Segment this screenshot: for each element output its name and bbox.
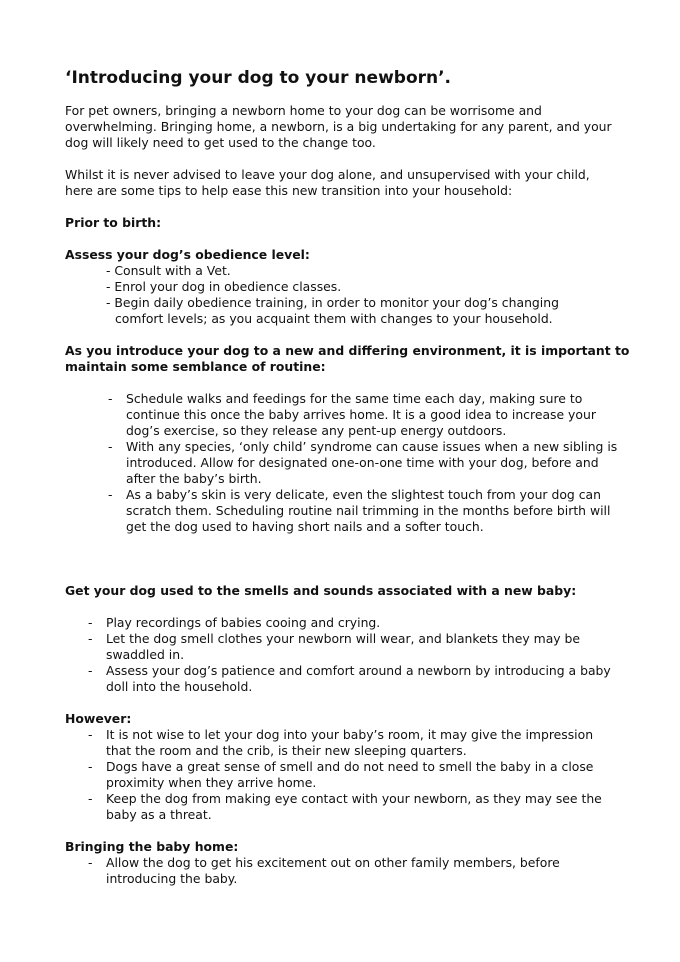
- however-heading: However:: [65, 711, 132, 726]
- obedience-item: - Enrol your dog in obedience classes.: [106, 279, 342, 294]
- bullet-dash: -: [88, 615, 93, 630]
- routine-heading: As you introduce your dog to a new and differing environment, it is important to: [65, 343, 630, 358]
- bullet-dash: -: [88, 791, 93, 806]
- smells-item: Let the dog smell clothes your newborn will wear, and blankets they may be: [106, 631, 581, 646]
- routine-item: With any species, ‘only child’ syndrome can cause issues when a new sibling is: [126, 439, 618, 454]
- routine-item: scratch them. Scheduling routine nail trimming in the months before birth will: [126, 503, 611, 518]
- document-title: ‘Introducing your dog to your newborn’.: [65, 68, 452, 88]
- smells-item: Assess your dog’s patience and comfort around a newborn by introducing a baby: [106, 663, 611, 678]
- intro-line: here are some tips to help ease this new transition into your household:: [65, 183, 513, 198]
- intro-line: dog will likely need to get used to the change too.: [65, 135, 376, 150]
- obedience-item-continued: comfort levels; as you acquaint them with changes to your household.: [115, 311, 553, 326]
- smells-item: swaddled in.: [106, 647, 185, 662]
- bullet-dash: -: [88, 727, 93, 742]
- bringing-home-item: Allow the dog to get his excitement out on other family members, before: [106, 855, 560, 870]
- however-item: proximity when they arrive home.: [106, 775, 317, 790]
- bullet-dash: -: [108, 391, 113, 406]
- routine-heading: maintain some semblance of routine:: [65, 359, 326, 374]
- however-item: that the room and the crib, is their new sleeping quarters.: [106, 743, 467, 758]
- bullet-dash: -: [108, 487, 113, 502]
- routine-item: after the baby’s birth.: [126, 471, 262, 486]
- however-item: baby as a threat.: [106, 807, 212, 822]
- obedience-heading: Assess your dog’s obedience level:: [65, 247, 310, 262]
- routine-item: As a baby’s skin is very delicate, even the slightest touch from your dog can: [126, 487, 601, 502]
- bringing-home-heading: Bringing the baby home:: [65, 839, 239, 854]
- routine-item: get the dog used to having short nails and a softer touch.: [126, 519, 484, 534]
- obedience-item: - Begin daily obedience training, in order to monitor your dog’s changing: [106, 295, 559, 310]
- bullet-dash: -: [108, 439, 113, 454]
- routine-item: continue this once the baby arrives home. It is a good idea to increase your: [126, 407, 596, 422]
- smells-item: doll into the household.: [106, 679, 253, 694]
- however-item: Keep the dog from making eye contact with your newborn, as they may see the: [106, 791, 602, 806]
- intro-line: For pet owners, bringing a newborn home to your dog can be worrisome and: [65, 103, 542, 118]
- however-item: Dogs have a great sense of smell and do not need to smell the baby in a close: [106, 759, 594, 774]
- smells-heading: Get your dog used to the smells and sounds associated with a new baby:: [65, 583, 577, 598]
- however-item: It is not wise to let your dog into your baby’s room, it may give the impression: [106, 727, 594, 742]
- bullet-dash: -: [88, 759, 93, 774]
- bullet-dash: -: [88, 855, 93, 870]
- bullet-dash: -: [88, 663, 93, 678]
- obedience-item: - Consult with a Vet.: [106, 263, 231, 278]
- routine-item: dog’s exercise, so they release any pent-up energy outdoors.: [126, 423, 507, 438]
- intro-line: overwhelming. Bringing home, a newborn, is a big undertaking for any parent, and your: [65, 119, 612, 134]
- smells-item: Play recordings of babies cooing and crying.: [106, 615, 381, 630]
- intro-line: Whilst it is never advised to leave your dog alone, and unsupervised with your child,: [65, 167, 590, 182]
- bringing-home-item: introducing the baby.: [106, 871, 238, 886]
- routine-item: introduced. Allow for designated one-on-one time with your dog, before and: [126, 455, 599, 470]
- prior-to-birth-heading: Prior to birth:: [65, 215, 162, 230]
- bullet-dash: -: [88, 631, 93, 646]
- routine-item: Schedule walks and feedings for the same time each day, making sure to: [126, 391, 583, 406]
